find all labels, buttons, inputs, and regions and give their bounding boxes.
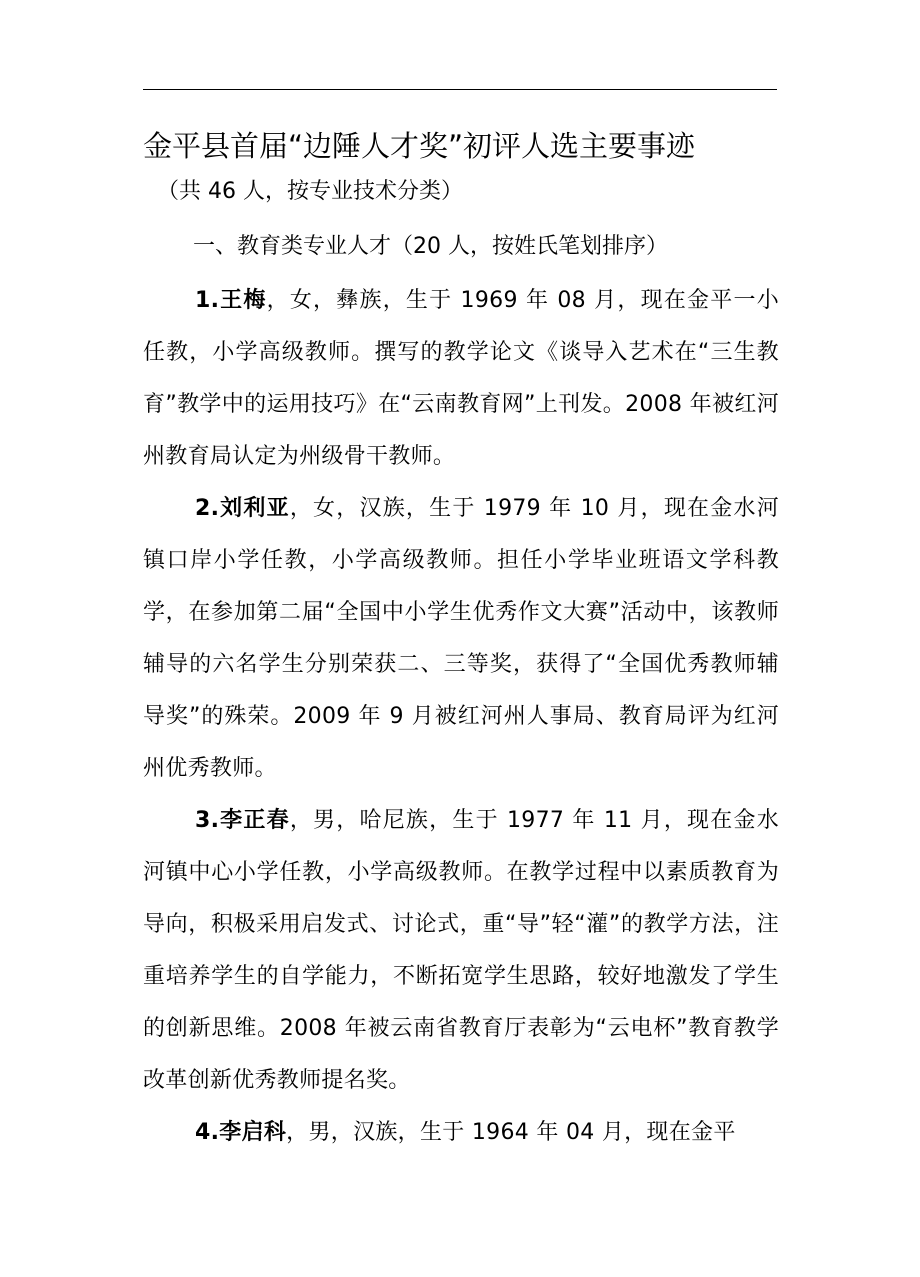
document-body	[143, 117, 779, 1159]
entry-name: 4.李启科	[195, 1120, 287, 1145]
header-rule	[143, 89, 777, 90]
entry-name: 2.刘利亚	[195, 496, 290, 521]
entry-text: ，男，哈尼族，生于 1977 年 11 月，现在金水河镇中心小学任教，小学高级教师。在教学过程中以素质教育为导向，积极采用启发式、讨论式，重“导”轻“灌”的教学方法，注重培养学生的自学能力，不断拓宽学生思路，较好地激发了学生的创新思维。2008 年被云南省教育厅表彰为“云电杯”教育教学改革创新优秀教师提名奖。	[143, 808, 779, 1093]
entry-list	[143, 275, 779, 1159]
entry-text: ，男，汉族，生于 1964 年 04 月，现在金平	[286, 1120, 736, 1145]
document-title: 金平县首届“边陲人才奖”初评人选主要事迹	[143, 129, 696, 163]
section-heading: 一、教育类专业人才（20 人，按姓氏笔划排序）	[193, 234, 668, 259]
entry-text: ，女，彝族，生于 1969 年 08 月，现在金平一小任教，小学高级教师。撰写的教学论文《谈导入艺术在“三生教育”教学中的运用技巧》在“云南教育网”上刊发。2008 年被红河州教育局认定为州级骨干教师。	[143, 288, 779, 469]
entry-4	[143, 1107, 779, 1159]
entry-name: 1.王梅	[195, 288, 267, 313]
entry-2	[143, 483, 779, 795]
entry-name: 3.李正春	[195, 808, 290, 833]
document-subtitle: （共 46 人，按专业技术分类）	[157, 179, 463, 204]
entry-3	[143, 795, 779, 1107]
entry-text: ，女，汉族，生于 1979 年 10 月，现在金水河镇口岸小学任教，小学高级教师。担任小学毕业班语文学科教学，在参加第二届“全国中小学生优秀作文大赛”活动中，该教师辅导的六名学生分别荣获二、三等奖，获得了“全国优秀教师辅导奖”的殊荣。2009 年 9 月被红河州人事局、教育局评为红河州优秀教师。	[143, 496, 779, 781]
entry-1	[143, 275, 779, 483]
